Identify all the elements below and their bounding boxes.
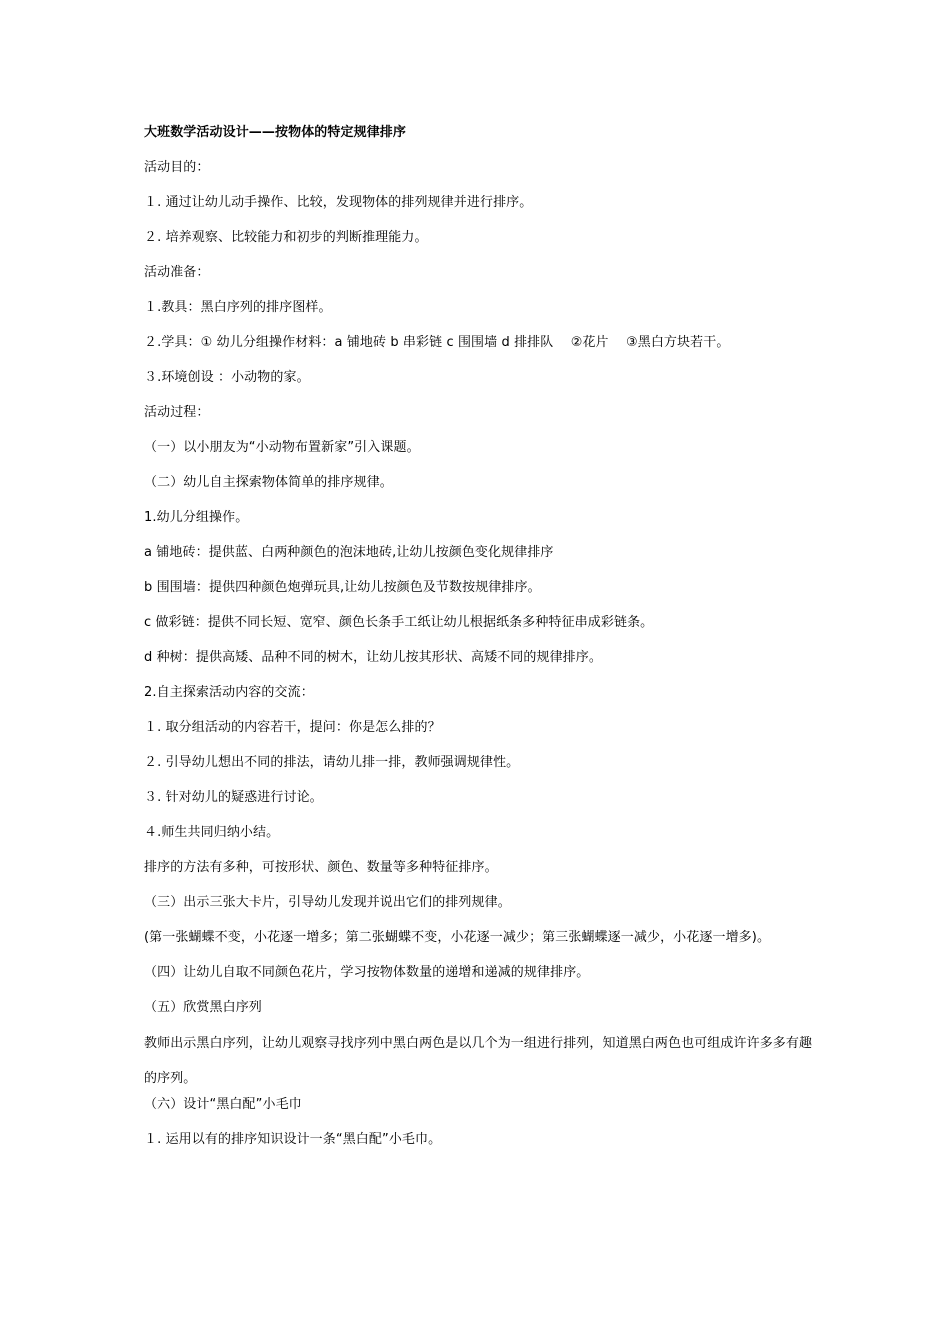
exchange-item-4: ４.师生共同归纳小结。 bbox=[144, 825, 280, 840]
exchange-heading: 2.自主探索活动内容的交流： bbox=[144, 685, 314, 700]
process-step-3: （三）出示三张大卡片，引导幼儿发现并说出它们的排列规律。 bbox=[144, 895, 511, 910]
document-body bbox=[144, 124, 814, 1166]
process-step-5: （五）欣赏黑白序列 bbox=[144, 1000, 262, 1015]
process-step-1: （一）以小朋友为“小动物布置新家”引入课题。 bbox=[144, 440, 420, 455]
section-heading-objectives: 活动目的： bbox=[144, 160, 210, 175]
document-title: 大班数学活动设计——按物体的特定规律排序 bbox=[144, 125, 407, 140]
process-step-2: （二）幼儿自主探索物体简单的排序规律。 bbox=[144, 475, 393, 490]
preparation-item-2: ２.学具：① 幼儿分组操作材料：a 铺地砖 b 串彩链 c 围围墙 d 排排队 ②花片 ③黑白方块若干。 bbox=[144, 335, 730, 350]
exchange-item-3: ３. 针对幼儿的疑惑进行讨论。 bbox=[144, 790, 323, 805]
process-step-4: （四）让幼儿自取不同颜色花片，学习按物体数量的递增和递减的规律排序。 bbox=[144, 965, 590, 980]
preparation-item-1: １.教具：黑白序列的排序图样。 bbox=[144, 300, 332, 315]
group-activity-a: a 铺地砖：提供蓝、白两种颜色的泡沫地砖,让幼儿按颜色变化规律排序 bbox=[144, 545, 554, 560]
section-heading-process: 活动过程： bbox=[144, 405, 210, 420]
exchange-item-1: １. 取分组活动的内容若干，提问：你是怎么排的？ bbox=[144, 720, 441, 735]
summary-text: 排序的方法有多种，可按形状、颜色、数量等多种特征排序。 bbox=[144, 860, 498, 875]
group-operation-heading: 1.幼儿分组操作。 bbox=[144, 510, 249, 525]
preparation-item-3: ３.环境创设 ：小动物的家。 bbox=[144, 370, 310, 385]
group-activity-c: c 做彩链：提供不同长短、宽窄、颜色长条手工纸让幼儿根据纸条多种特征串成彩链条。 bbox=[144, 615, 654, 630]
towel-design-item-1: １. 运用以有的排序知识设计一条“黑白配”小毛巾。 bbox=[144, 1132, 442, 1147]
group-activity-b: b 围围墙：提供四种颜色炮弹玩具,让幼儿按颜色及节数按规律排序。 bbox=[144, 580, 541, 595]
exchange-item-2: ２. 引导幼儿想出不同的排法，请幼儿排一排，教师强调规律性。 bbox=[144, 755, 520, 770]
objective-item-1: １. 通过让幼儿动手操作、比较，发现物体的排列规律并进行排序。 bbox=[144, 195, 533, 210]
process-step-6: （六）设计“黑白配”小毛巾 bbox=[144, 1097, 302, 1112]
objective-item-2: ２. 培养观察、比较能力和初步的判断推理能力。 bbox=[144, 230, 428, 245]
card-description: (第一张蝴蝶不变，小花逐一增多；第二张蝴蝶不变，小花逐一减少；第三张蝴蝶逐一减少，小花逐一增多)。 bbox=[144, 930, 771, 945]
group-activity-d: d 种树：提供高矮、品种不同的树木，让幼儿按其形状、高矮不同的规律排序。 bbox=[144, 650, 602, 665]
section-heading-preparation: 活动准备： bbox=[144, 265, 210, 280]
black-white-paragraph: 教师出示黑白序列，让幼儿观察寻找序列中黑白两色是以几个为一组进行排列，知道黑白两色也可组成许许多多有趣的序列。 bbox=[144, 1036, 813, 1086]
